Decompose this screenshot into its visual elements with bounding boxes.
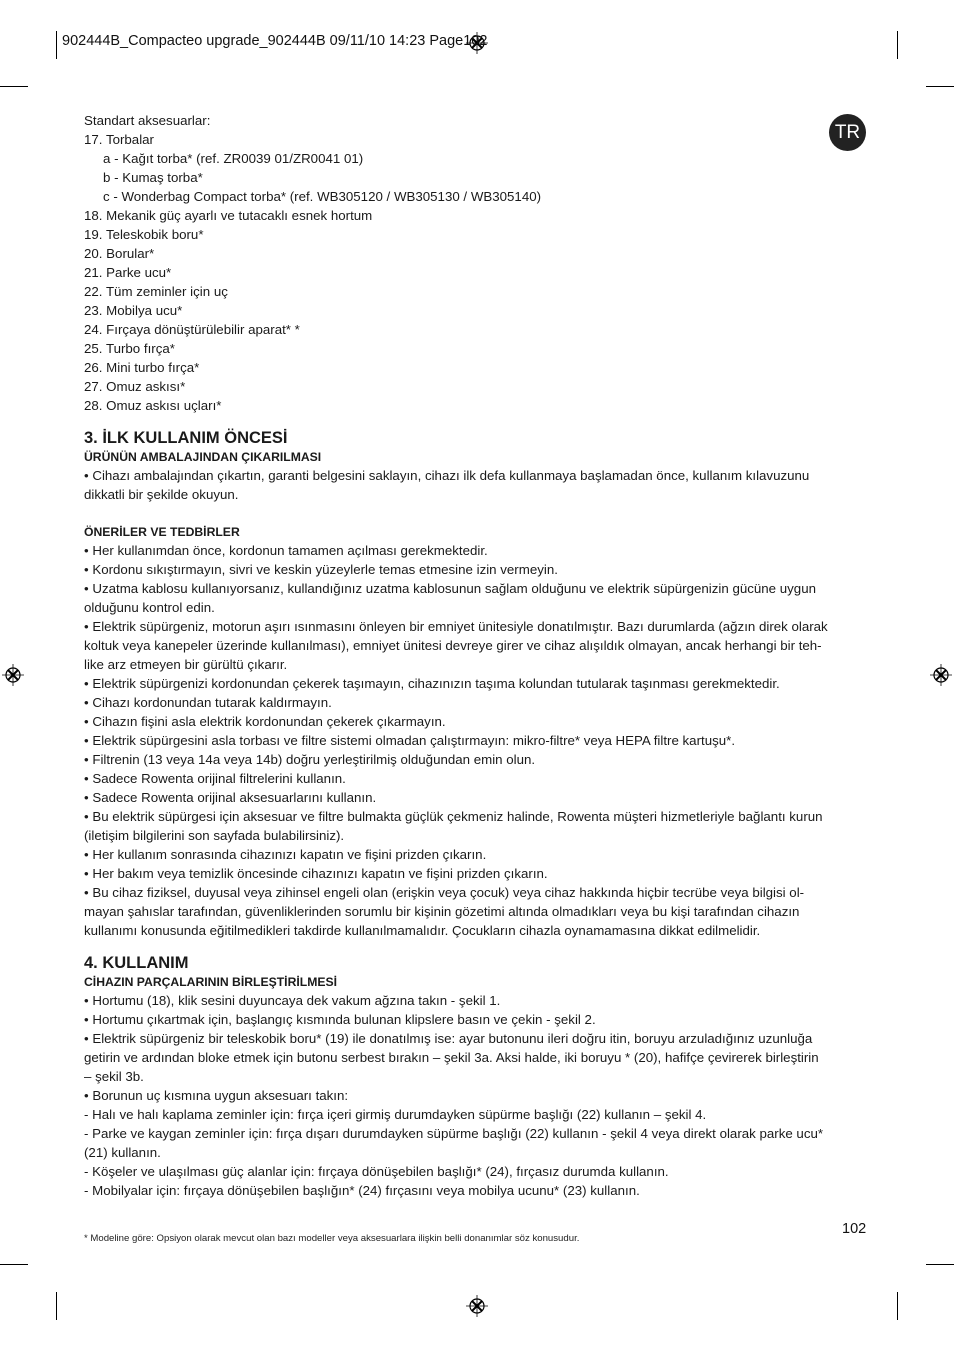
- subsection-heading: CİHAZIN PARÇALARININ BİRLEŞTİRİLMESİ: [84, 975, 337, 989]
- body-line: • Elektrik süpürgesini asla torbası ve filtre sistemi olmadan çalıştırmayın: mikro-filtre* veya HEPA filtre kartuşu*.: [84, 733, 736, 748]
- list-item: 28. Omuz askısı uçları*: [84, 398, 222, 413]
- body-line: • Elektrik süpürgeniz, motorun aşırı ısınmasını önleyen bir emniyet ünitesiyle donatılmıştır. Bazı durumlarda (ağzın direk olarak: [84, 619, 828, 634]
- registration-mark-icon: [466, 1295, 488, 1317]
- body-line: mayan şahıslar tarafından, güvenliklerinden sorumlu bir kişinin gözetimi altında olmadıkları veya bu kişi tarafından cihazın: [84, 904, 800, 919]
- registration-mark-icon: [930, 664, 952, 686]
- body-line: (21) kullanın.: [84, 1145, 161, 1160]
- body-line: • Kordonu sıkıştırmayın, sivri ve keskin yüzeylerle temas etmesine izin vermeyin.: [84, 562, 558, 577]
- list-item: 25. Turbo fırça*: [84, 341, 175, 356]
- body-line: • Her kullanımdan önce, kordonun tamamen açılması gerekmektedir.: [84, 543, 488, 558]
- body-line: • Sadece Rowenta orijinal aksesuarlarını kullanın.: [84, 790, 377, 805]
- section-heading: 4. KULLANIM: [84, 954, 189, 972]
- subsection-heading: ÜRÜNÜN AMBALAJINDAN ÇIKARILMASI: [84, 450, 322, 464]
- body-line: dikkatli bir şekilde okuyun.: [84, 487, 239, 502]
- body-line: koltuk veya kanepeler üzerinde kullanılması), emniyet ünitesi devreye girer ve cihaz alışıldık olmayan, ancak herhangi bir teh-: [84, 638, 822, 653]
- list-item: 20. Borular*: [84, 246, 155, 261]
- crop-mark: [897, 1292, 898, 1320]
- list-item: 24. Fırçaya dönüştürülebilir aparat* *: [84, 322, 300, 337]
- print-slug: 902444B_Compacteo upgrade_902444B 09/11/10 14:23 Page102: [62, 33, 488, 49]
- body-line: like arz etmeyen bir gürültü çıkarır.: [84, 657, 288, 672]
- list-item: 23. Mobilya ucu*: [84, 303, 183, 318]
- body-line: • Bu elektrik süpürgesi için aksesuar ve filtre bulmakta güçlük çekmeniz halinde, Rowenta müşteri hizmetleriyle bağlantı kurun: [84, 809, 823, 824]
- body-line: • Cihazın fişini asla elektrik kordonundan çekerek çıkarmayın.: [84, 714, 446, 729]
- list-item: 19. Teleskobik boru*: [84, 227, 204, 242]
- crop-mark: [0, 86, 28, 87]
- body-line: • Bu cihaz fiziksel, duyusal veya zihinsel engeli olan (erişkin veya çocuk) veya cihaz hakkında hiçbir tecrübe veya bilgisi ol-: [84, 885, 805, 900]
- body-line: • Uzatma kablosu kullanıyorsanız, kullandığınız uzatma kablosunun sağlam olduğunu ve elektrik süpürgenizin gücüne uygun: [84, 581, 816, 596]
- body-line: • Borunun uç kısmına uygun aksesuarı takın:: [84, 1088, 349, 1103]
- section-heading: 3. İLK KULLANIM ÖNCESİ: [84, 429, 288, 447]
- list-item: 18. Mekanik güç ayarlı ve tutacaklı esnek hortum: [84, 208, 373, 223]
- body-line: • Cihazı ambalajından çıkartın, garanti belgesini saklayın, cihazı ilk defa kullanmaya başlamadan önce, kullanım kılavuzunu: [84, 468, 810, 483]
- registration-mark-icon: [2, 664, 24, 686]
- accessories-title: Standart aksesuarlar:: [84, 113, 211, 128]
- crop-mark: [926, 86, 954, 87]
- body-line: • Filtrenin (13 veya 14a veya 14b) doğru yerleştirilmiş olduğundan emin olun.: [84, 752, 536, 767]
- body-line: • Hortumu çıkartmak için, başlangıç kısmında bulunan klipslere basın ve çekin - şekil 2.: [84, 1012, 596, 1027]
- page-number: 102: [842, 1221, 867, 1237]
- list-item: c - Wonderbag Compact torba* (ref. WB305120 / WB305130 / WB305140): [103, 189, 542, 204]
- list-item: 17. Torbalar: [84, 132, 154, 147]
- list-item: 22. Tüm zeminler için uç: [84, 284, 228, 299]
- body-line: getirin ve ardından bloke etmek için butonu serbest bırakın – şekil 3a. Aksi halde, iki boruyu * (20), hafifçe çevirerek birleştirin: [84, 1050, 819, 1065]
- list-item: 21. Parke ucu*: [84, 265, 172, 280]
- body-line: • Elektrik süpürgeniz bir teleskobik boru* (19) ile donatılmış ise: ayar butonunu ileri doğru itin, boruyu arzuladığınız uzunluğa: [84, 1031, 813, 1046]
- body-line: olduğunu kontrol edin.: [84, 600, 215, 615]
- body-line: - Köşeler ve ulaşılması güç alanlar için: fırçaya dönüşebilen başlığı* (24), fırçasız durumda kullanın.: [84, 1164, 669, 1179]
- language-badge: TR: [829, 114, 866, 151]
- subsection-heading: ÖNERİLER VE TEDBİRLER: [84, 525, 240, 539]
- body-line: • Hortumu (18), klik sesini duyuncaya dek vakum ağzına takın - şekil 1.: [84, 993, 501, 1008]
- body-line: • Sadece Rowenta orijinal filtrelerini kullanın.: [84, 771, 346, 786]
- body-line: (iletişim bilgilerini son sayfada bulabilirsiniz).: [84, 828, 345, 843]
- body-line: - Parke ve kaygan zeminler için: fırça dışarı durumdayken süpürme başlığı (22) kullanın - şekil 4 veya direkt olarak parke ucu*: [84, 1126, 824, 1141]
- body-line: - Halı ve halı kaplama zeminler için: fırça içeri girmiş durumdayken süpürme başlığı (22) kullanın – şekil 4.: [84, 1107, 707, 1122]
- list-item: 26. Mini turbo fırça*: [84, 360, 200, 375]
- body-line: • Cihazı kordonundan tutarak kaldırmayın.: [84, 695, 332, 710]
- page-content: [84, 111, 874, 1200]
- crop-mark: [0, 1264, 28, 1265]
- crop-mark: [926, 1264, 954, 1265]
- list-item: b - Kumaş torba*: [103, 170, 203, 185]
- crop-mark: [897, 31, 898, 59]
- body-line: - Mobilyalar için: fırçaya dönüşebilen başlığın* (24) fırçasını veya mobilya ucunu* (23) kullanın.: [84, 1183, 640, 1198]
- list-item: 27. Omuz askısı*: [84, 379, 186, 394]
- body-line: • Her kullanım sonrasında cihazınızı kapatın ve fişini prizden çıkarın.: [84, 847, 487, 862]
- footnote: * Modeline göre: Opsiyon olarak mevcut olan bazı modeller veya aksesuarlara ilişkin belli donanımlar söz konusudur.: [84, 1233, 580, 1244]
- list-item: a - Kağıt torba* (ref. ZR0039 01/ZR0041 01): [103, 151, 364, 166]
- body-line: • Her bakım veya temizlik öncesinde cihazınızı kapatın ve fişini prizden çıkarın.: [84, 866, 548, 881]
- body-line: – şekil 3b.: [84, 1069, 144, 1084]
- crop-mark: [56, 1292, 57, 1320]
- crop-mark: [56, 31, 57, 59]
- body-line: • Elektrik süpürgenizi kordonundan çekerek taşımayın, cihazınızın taşıma kolundan tutularak taşınması gerekmektedir.: [84, 676, 780, 691]
- body-line: kullanımı konusunda eğitilmedikleri takdirde kullanılmamalıdır. Çocukların cihazla oynamamasına dikkat edilmelidir.: [84, 923, 761, 938]
